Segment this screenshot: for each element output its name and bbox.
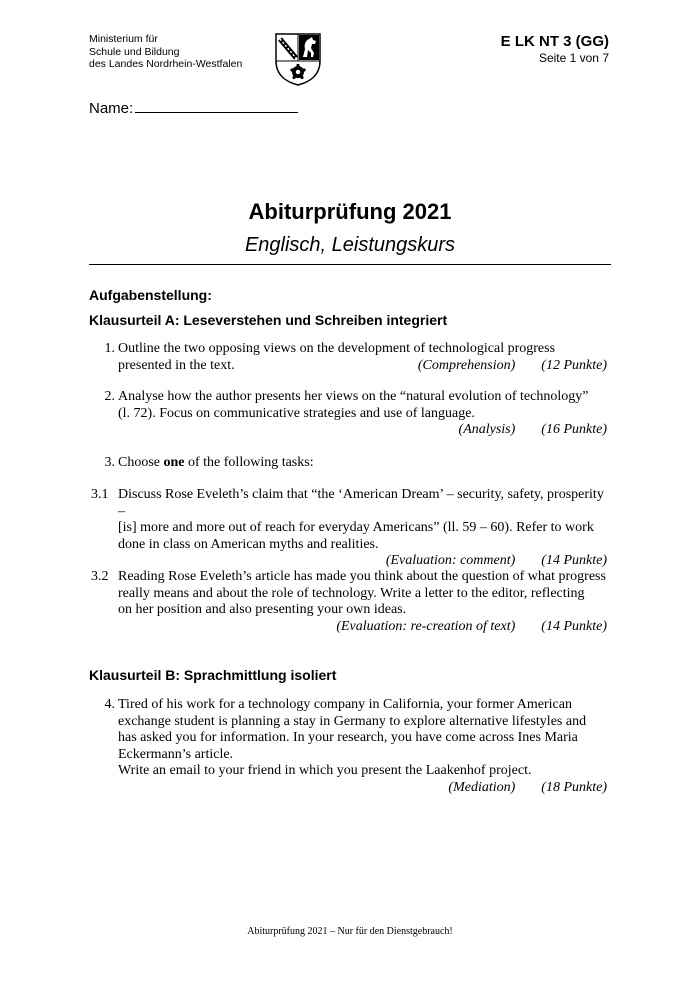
page-subtitle: Englisch, Leistungskurs bbox=[244, 234, 456, 256]
ministry-line: des Landes Nordrhein-Westfalen bbox=[89, 58, 243, 70]
name-field bbox=[89, 98, 298, 117]
ministry-line: Schule und Bildung bbox=[89, 45, 180, 58]
name-label: Name: bbox=[89, 100, 134, 117]
task-text-line: presented in the text. bbox=[118, 357, 235, 373]
page-title: Abiturprüfung 2021 bbox=[248, 199, 452, 224]
name-blank-line bbox=[135, 98, 298, 113]
task-text-emphasis: one bbox=[163, 455, 185, 470]
task-text-line: has asked you for information. In your research, you have come across Ines Maria bbox=[118, 730, 578, 745]
task-number: 3.1 bbox=[91, 487, 109, 502]
task-points: (12 Punkte) bbox=[541, 357, 607, 373]
task-text-line: [is] more and more out of reach for everyday Americans” (ll. 59 – 60). Refer to work bbox=[118, 520, 594, 535]
task-2 bbox=[89, 389, 607, 439]
task-operator: (Analysis) bbox=[458, 422, 516, 437]
task-text-line: Reading Rose Eveleth’s article has made you think about the question of what progress bbox=[118, 569, 606, 584]
part-a-heading: Klausurteil A: Leseverstehen und Schreiben integriert bbox=[89, 312, 448, 328]
task-operator: (Evaluation: re-creation of text) bbox=[336, 618, 516, 634]
task-3-1 bbox=[89, 487, 607, 570]
task-points: (16 Punkte) bbox=[541, 422, 607, 437]
task-text: of the following tasks: bbox=[188, 455, 314, 470]
task-3 bbox=[89, 455, 607, 472]
page-info: Seite 1 von 7 bbox=[538, 51, 609, 65]
task-text-line: Tired of his work for a technology company in California, your former American bbox=[118, 697, 572, 712]
task-text-line: Outline the two opposing views on the development of technological progress bbox=[118, 341, 556, 356]
task-number: 2. bbox=[104, 389, 115, 404]
task-number: 4. bbox=[104, 697, 115, 712]
task-text-line: on her position and also presenting your own ideas. bbox=[118, 602, 407, 617]
section-heading: Aufgabenstellung: bbox=[89, 287, 212, 303]
task-points: (18 Punkte) bbox=[541, 779, 607, 795]
task-text-line: Analyse how the author presents her views on the “natural evolution of technology” bbox=[118, 389, 589, 404]
page-footer: Abiturprüfung 2021 – Nur für den Dienstgebrauch! bbox=[247, 926, 453, 937]
task-text-line: Discuss Rose Eveleth’s claim that “the ‘American Dream’ – security, safety, prosperity – bbox=[118, 487, 604, 519]
task-4 bbox=[89, 697, 607, 796]
task-operator: (Comprehension) bbox=[417, 357, 516, 373]
task-operator: (Evaluation: comment) bbox=[385, 553, 516, 568]
part-b-heading: Klausurteil B: Sprachmittlung isoliert bbox=[89, 667, 337, 683]
task-text-line: Write an email to your friend in which you present the Laakenhof project. bbox=[118, 763, 532, 778]
exam-code-block bbox=[501, 33, 609, 65]
task-text-line: really means and about the role of technology. Write a letter to the editor, reflecting bbox=[118, 585, 585, 601]
title-divider bbox=[89, 264, 611, 265]
nrw-coat-of-arms-icon bbox=[272, 31, 324, 86]
task-3-2 bbox=[89, 569, 607, 635]
task-points: (14 Punkte) bbox=[541, 618, 607, 634]
task-number: 3. bbox=[104, 455, 115, 470]
task-points: (14 Punkte) bbox=[541, 553, 607, 568]
task-number: 3.2 bbox=[91, 569, 109, 584]
task-text-line: exchange student is planning a stay in Germany to explore alternative lifestyles and bbox=[118, 713, 587, 729]
task-text-line: Eckermann’s article. bbox=[118, 746, 234, 762]
task-text: Choose bbox=[118, 455, 160, 470]
task-text-line: done in class on American myths and realities. bbox=[118, 536, 379, 552]
task-operator: (Mediation) bbox=[448, 779, 516, 795]
ministry-line: Ministerium für bbox=[89, 33, 158, 45]
task-1 bbox=[89, 341, 607, 374]
task-text-line: (l. 72). Focus on communicative strategies and use of language. bbox=[118, 405, 475, 421]
task-number: 1. bbox=[104, 341, 115, 356]
exam-code: E LK NT 3 (GG) bbox=[500, 33, 609, 50]
ministry-name bbox=[89, 33, 242, 71]
